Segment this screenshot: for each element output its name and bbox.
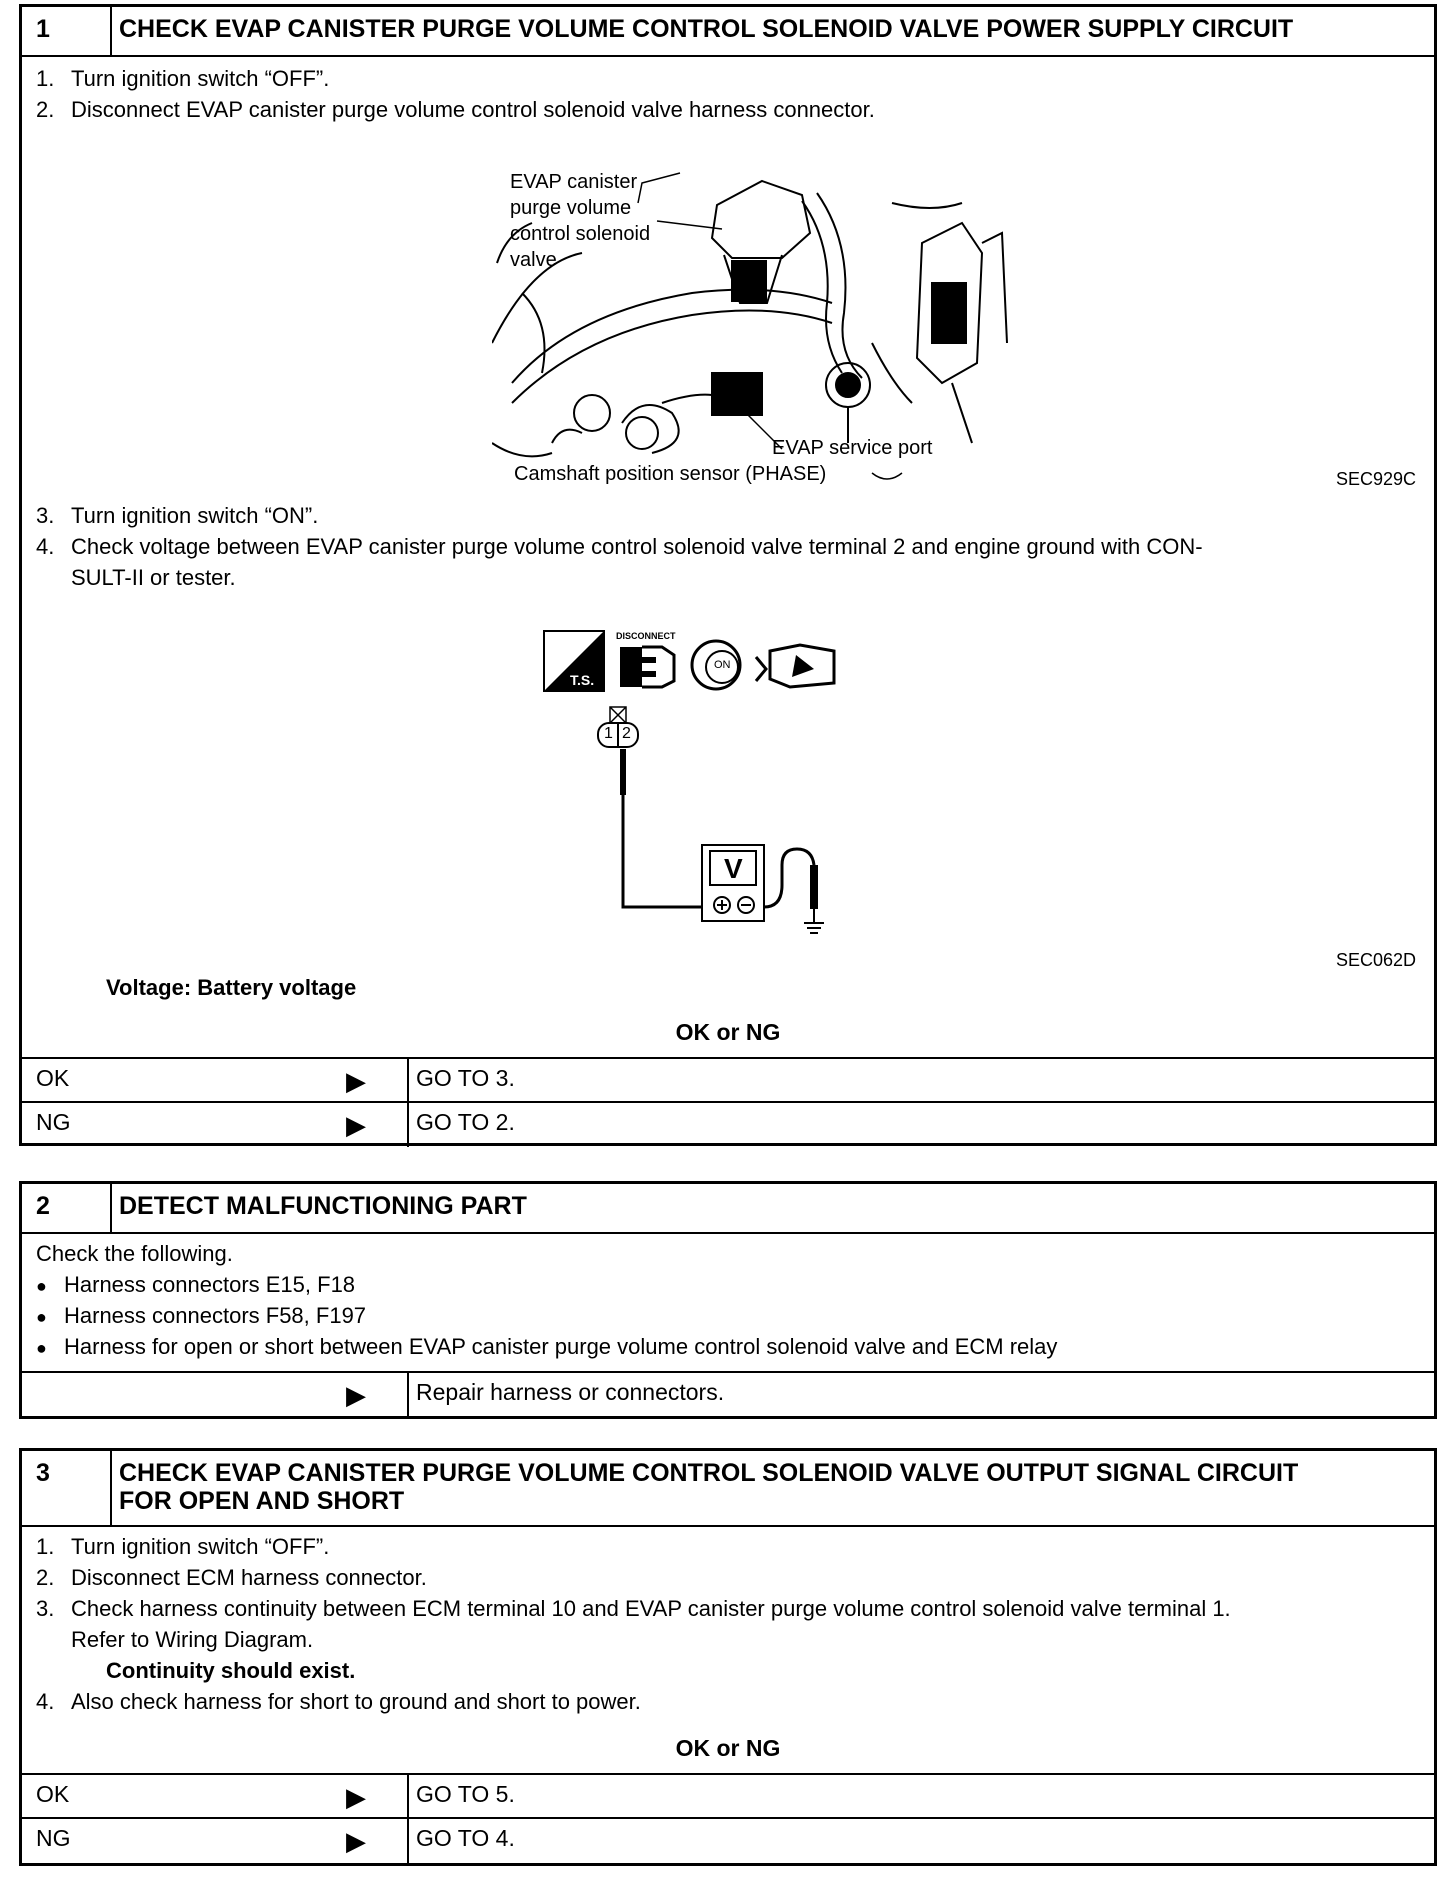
result-label: OK xyxy=(36,1781,70,1807)
instruction-step xyxy=(36,500,1416,531)
callout-camshaft-sensor: Camshaft position sensor (PHASE) xyxy=(514,463,827,485)
bullet-icon: ● xyxy=(36,1307,47,1327)
step-text-continued: Refer to Wiring Diagram. xyxy=(71,1627,314,1652)
instruction-step xyxy=(36,1562,1416,1593)
instruction-step xyxy=(36,1686,1416,1717)
section-1 xyxy=(19,4,1437,1146)
specification: Voltage: Battery voltage xyxy=(106,975,357,1000)
section-body xyxy=(22,1234,1434,1419)
list-item: ● Harness connectors E15, F18 xyxy=(36,1269,355,1302)
result-row xyxy=(22,1371,1434,1417)
arrow-icon: ▶ xyxy=(346,1782,366,1812)
step-text: Check voltage between EVAP canister purge volume control solenoid valve terminal 2 and engine ground with CON- xyxy=(71,534,1203,559)
step-number: 3 xyxy=(22,1451,112,1525)
step-text: Check harness continuity between ECM terminal 10 and EVAP canister purge volume control solenoid valve terminal 1. xyxy=(71,1596,1231,1621)
section-header xyxy=(22,1184,1434,1234)
result-action: Repair harness or connectors. xyxy=(416,1379,725,1405)
result-row-ok xyxy=(22,1773,1434,1819)
bullet-icon: ● xyxy=(36,1338,47,1358)
list-item: ● Harness connectors F58, F197 xyxy=(36,1300,366,1333)
section-title: DETECT MALFUNCTIONING PART xyxy=(119,1192,527,1220)
callout-service-port: EVAP service port xyxy=(772,437,933,459)
step-text: Also check harness for short to ground and short to power. xyxy=(71,1689,641,1714)
step-index: 1. xyxy=(36,1534,55,1559)
disconnect-label: DISCONNECT xyxy=(616,631,676,641)
step-index: 2. xyxy=(36,97,55,122)
specification: Continuity should exist. xyxy=(106,1658,356,1683)
step-text: Disconnect EVAP canister purge volume control solenoid valve harness connector. xyxy=(71,97,875,122)
step-index: 3. xyxy=(36,1596,55,1621)
step-text: Disconnect ECM harness connector. xyxy=(71,1565,427,1590)
result-label: OK xyxy=(36,1065,70,1091)
callout-solenoid-valve: EVAP canister purge volume control solenoid valve xyxy=(510,171,651,271)
arrow-icon: ▶ xyxy=(346,1826,366,1856)
result-row-ng xyxy=(22,1817,1434,1863)
pin-label: 1 xyxy=(604,725,613,742)
section-header xyxy=(22,1451,1434,1527)
arrow-icon: ▶ xyxy=(346,1380,366,1410)
intro-text: Check the following. xyxy=(36,1241,233,1266)
step-index: 1. xyxy=(36,66,55,91)
section-body xyxy=(22,57,1434,1146)
step-text-continued: SULT-II or tester. xyxy=(71,565,236,590)
result-row-ng xyxy=(22,1101,1434,1147)
ts-label: T.S. xyxy=(570,672,595,688)
bullet-icon: ● xyxy=(36,1276,47,1296)
instruction-step xyxy=(36,63,1416,94)
arrow-icon: ▶ xyxy=(346,1066,366,1096)
instruction-step xyxy=(36,1531,1416,1562)
figure-code: SEC062D xyxy=(1335,950,1416,970)
instruction-step xyxy=(36,94,1416,125)
voltmeter-label: V xyxy=(724,853,743,884)
section-title: CHECK EVAP CANISTER PURGE VOLUME CONTROL SOLENOID VALVE POWER SUPPLY CIRCUIT xyxy=(119,15,1294,43)
pin-label: 2 xyxy=(622,725,631,742)
ok-or-ng-label: OK or NG xyxy=(675,1735,781,1761)
figure-code: SEC929C xyxy=(1335,469,1416,489)
instruction-step xyxy=(36,1593,1416,1655)
result-action: GO TO 4. xyxy=(416,1825,515,1851)
step-text: Turn ignition switch “OFF”. xyxy=(71,1534,330,1559)
result-action: GO TO 2. xyxy=(416,1109,515,1135)
step-index: 2. xyxy=(36,1565,55,1590)
section-header xyxy=(22,7,1434,57)
step-number: 1 xyxy=(22,7,112,55)
ok-or-ng-label: OK or NG xyxy=(675,1019,781,1045)
section-3 xyxy=(19,1448,1437,1866)
section-2 xyxy=(19,1181,1437,1419)
result-label: NG xyxy=(36,1825,71,1851)
result-row-ok xyxy=(22,1057,1434,1103)
engine-illustration xyxy=(492,143,1012,483)
step-index: 4. xyxy=(36,534,55,559)
list-item: ● Harness for open or short between EVAP canister purge volume control solenoid valve and ECM relay xyxy=(36,1331,1057,1364)
section-title: CHECK EVAP CANISTER PURGE VOLUME CONTROL SOLENOID VALVE OUTPUT SIGNAL CIRCUIT FOR OPEN AND SHORT xyxy=(119,1459,1299,1515)
step-number: 2 xyxy=(22,1184,112,1232)
voltage-test-diagram xyxy=(542,625,902,943)
step-index: 4. xyxy=(36,1689,55,1714)
result-action: GO TO 5. xyxy=(416,1781,515,1807)
step-text: Turn ignition switch “ON”. xyxy=(71,503,319,528)
result-action: GO TO 3. xyxy=(416,1065,515,1091)
instruction-step xyxy=(36,531,1416,593)
ignition-on-label: ON xyxy=(714,659,731,671)
section-body xyxy=(22,1527,1434,1866)
step-text: Turn ignition switch “OFF”. xyxy=(71,66,330,91)
test-schematic xyxy=(542,625,902,943)
step-index: 3. xyxy=(36,503,55,528)
result-label: NG xyxy=(36,1109,71,1135)
arrow-icon: ▶ xyxy=(346,1110,366,1140)
